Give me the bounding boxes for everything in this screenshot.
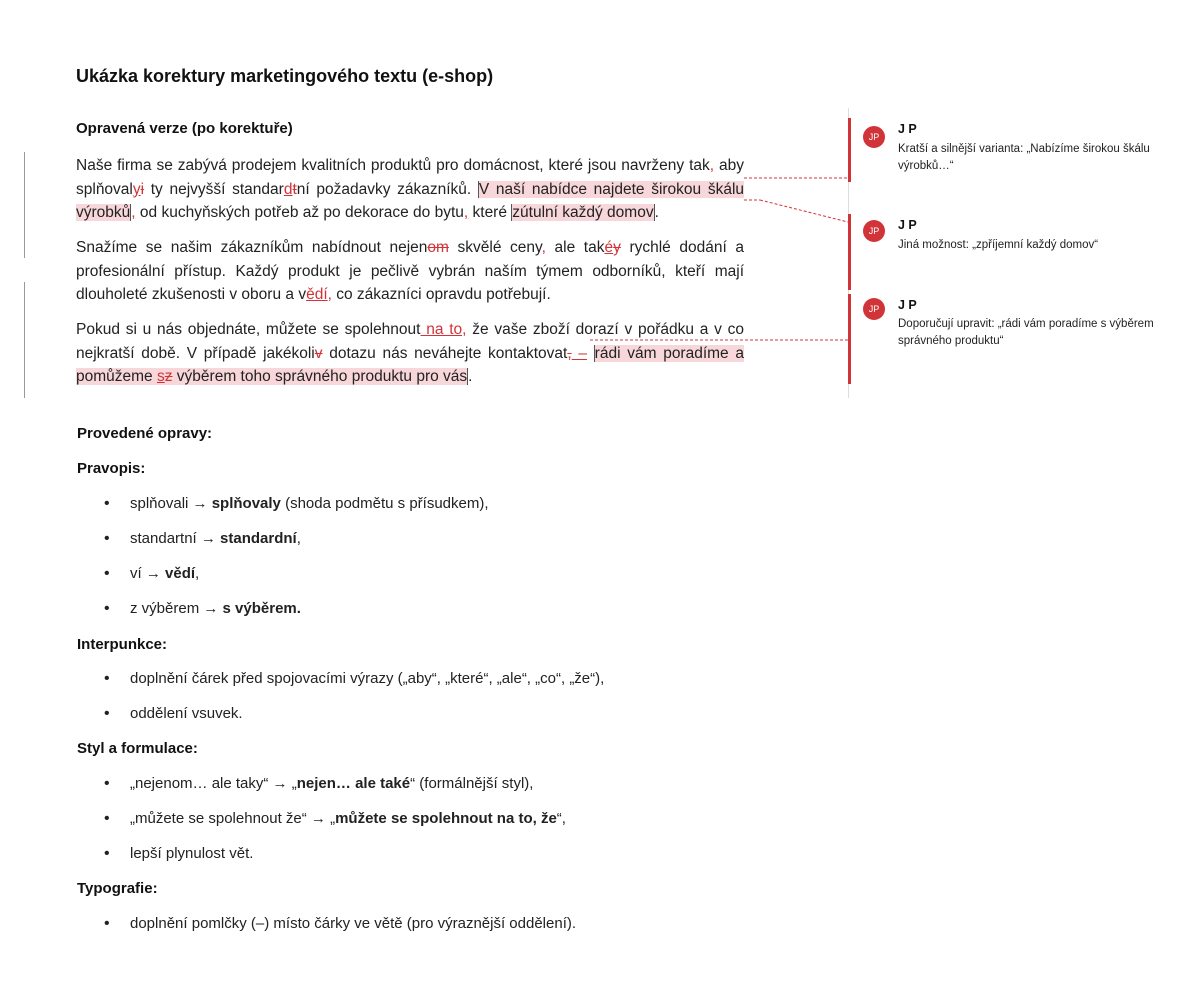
insertion[interactable]: , <box>541 239 546 256</box>
bullet-icon <box>104 915 130 933</box>
insertion[interactable]: , <box>131 204 136 221</box>
comment-card[interactable] <box>848 118 1178 202</box>
insertion[interactable]: s <box>156 368 165 385</box>
avatar: JP <box>863 220 885 242</box>
deletion[interactable]: om <box>427 239 449 256</box>
comment-accent-bar <box>848 214 851 290</box>
avatar: JP <box>863 298 885 320</box>
comment-accent-bar <box>848 118 851 182</box>
comment-anchor-1[interactable]: V naší nabídce najdete širokou škálu výrobků <box>76 180 745 221</box>
insertion[interactable]: d <box>283 180 293 198</box>
deletion[interactable]: z <box>164 368 173 385</box>
corrections-heading: Provedené opravy: <box>77 425 213 442</box>
list-item: •splňovali → splňovaly (shoda podmětu s přísudkem), <box>104 495 489 513</box>
paragraph-3[interactable]: Pokud si u nás objednáte, můžete se spolehnout na to, že vaše zboží dorazí v pořádku a v co nejkratší době. V případě jakékoliv dotazu nás neváhejte kontaktovat, – rádi vám poradíme a pomůžeme sz výběrem toho správného produktu pro vás. <box>76 321 744 385</box>
bullet-icon <box>104 845 130 863</box>
avatar: JP <box>863 126 885 148</box>
comment-anchor-2[interactable]: zútulní každý domov <box>512 204 654 221</box>
group-title: Typografie: <box>77 880 158 897</box>
paragraph-2[interactable]: Snažíme se našim zákazníkům nabídnout nejenom skvělé ceny, ale takéy rychlé dodání a profesionální přístup. Každý produkt je pečlivě vybrán naším týmem odborníků, kteří mají dlouholeté zkušenosti v oboru a vědí, co zákazníci opravdu potřebují. <box>76 239 744 303</box>
bullet-icon <box>104 810 130 828</box>
comment-text: Jiná možnost: „zpříjemní každý domov“ <box>898 239 1099 251</box>
list-item: •ví → vědí, <box>104 565 199 583</box>
comment-author: J P <box>898 218 917 232</box>
deletion[interactable]: t <box>292 180 297 198</box>
document-title: Ukázka korektury marketingového textu (e-shop) <box>76 66 494 86</box>
comment-text: Doporučují upravit: „rádi vám poradíme s výběrem správného produktu“ <box>898 318 1154 347</box>
list-item: •lepší plynulost vět. <box>104 845 253 863</box>
list-item: •doplnění čárek před spojovacími výrazy („aby“, „které“, „ale“, „co“, „že“), <box>104 670 604 688</box>
list-item: •doplnění pomlčky (–) místo čárky ve větě (pro výraznější oddělení). <box>104 915 576 933</box>
insertion[interactable]: ědí <box>306 286 328 303</box>
insertion[interactable]: , <box>709 157 715 174</box>
list-item: •oddělení vsuvek. <box>104 705 243 723</box>
list-item: •z výběrem → s výběrem. <box>104 600 301 618</box>
bullet-icon <box>104 705 130 723</box>
comment-accent-bar <box>848 294 851 384</box>
list-item: •„můžete se spolehnout že“ → „můžete se spolehnout na to, že“, <box>104 810 566 828</box>
comment-text: Kratší a silnější varianta: „Nabízíme širokou škálu výrobků…“ <box>898 143 1150 172</box>
list-item: •standartní → standardní, <box>104 530 301 548</box>
insertion[interactable]: y <box>132 180 141 198</box>
bullet-icon <box>104 775 130 793</box>
deletion[interactable]: v <box>314 344 323 362</box>
bullet-icon <box>104 670 130 688</box>
comment-card[interactable] <box>848 294 1178 384</box>
insertion[interactable]: – <box>571 344 587 362</box>
comment-author: J P <box>898 122 917 136</box>
group-title: Interpunkce: <box>77 636 168 653</box>
comment-anchor-3[interactable]: rádi vám poradíme a pomůžeme sz výběrem toho správného produktu pro vás <box>76 344 744 385</box>
section-heading: Opravená verze (po korektuře) <box>76 120 293 137</box>
bullet-icon <box>104 565 130 583</box>
group-title: Styl a formulace: <box>77 740 198 757</box>
list-item: •„nejenom… ale taky“ → „nejen… ale také“ (formálnější styl), <box>104 775 533 793</box>
insertion[interactable]: , <box>327 286 332 303</box>
group-title: Pravopis: <box>77 460 146 477</box>
bullet-icon <box>104 495 130 513</box>
insertion[interactable]: na to, <box>420 321 467 338</box>
comment-author: J P <box>898 298 917 312</box>
comment-card[interactable] <box>848 214 1178 284</box>
paragraph-1[interactable]: Naše firma se zabývá prodejem kvalitních produktů pro domácnost, které jsou navrženy tak, aby splňovalyi ty nejvyšší standardtní požadavky zákazníků. V naší nabídce najdete širokou škálu výrobků, od kuchyňských potřeb až po dekorace do bytu, které zútulní každý domov. <box>76 157 745 221</box>
bullet-icon <box>104 530 130 548</box>
insertion[interactable]: , <box>463 204 469 221</box>
deletion[interactable]: y <box>613 239 621 256</box>
deletion[interactable]: i <box>140 180 145 198</box>
insertion[interactable]: é <box>604 239 614 256</box>
deletion[interactable]: , <box>567 344 572 362</box>
bullet-icon <box>104 600 130 618</box>
